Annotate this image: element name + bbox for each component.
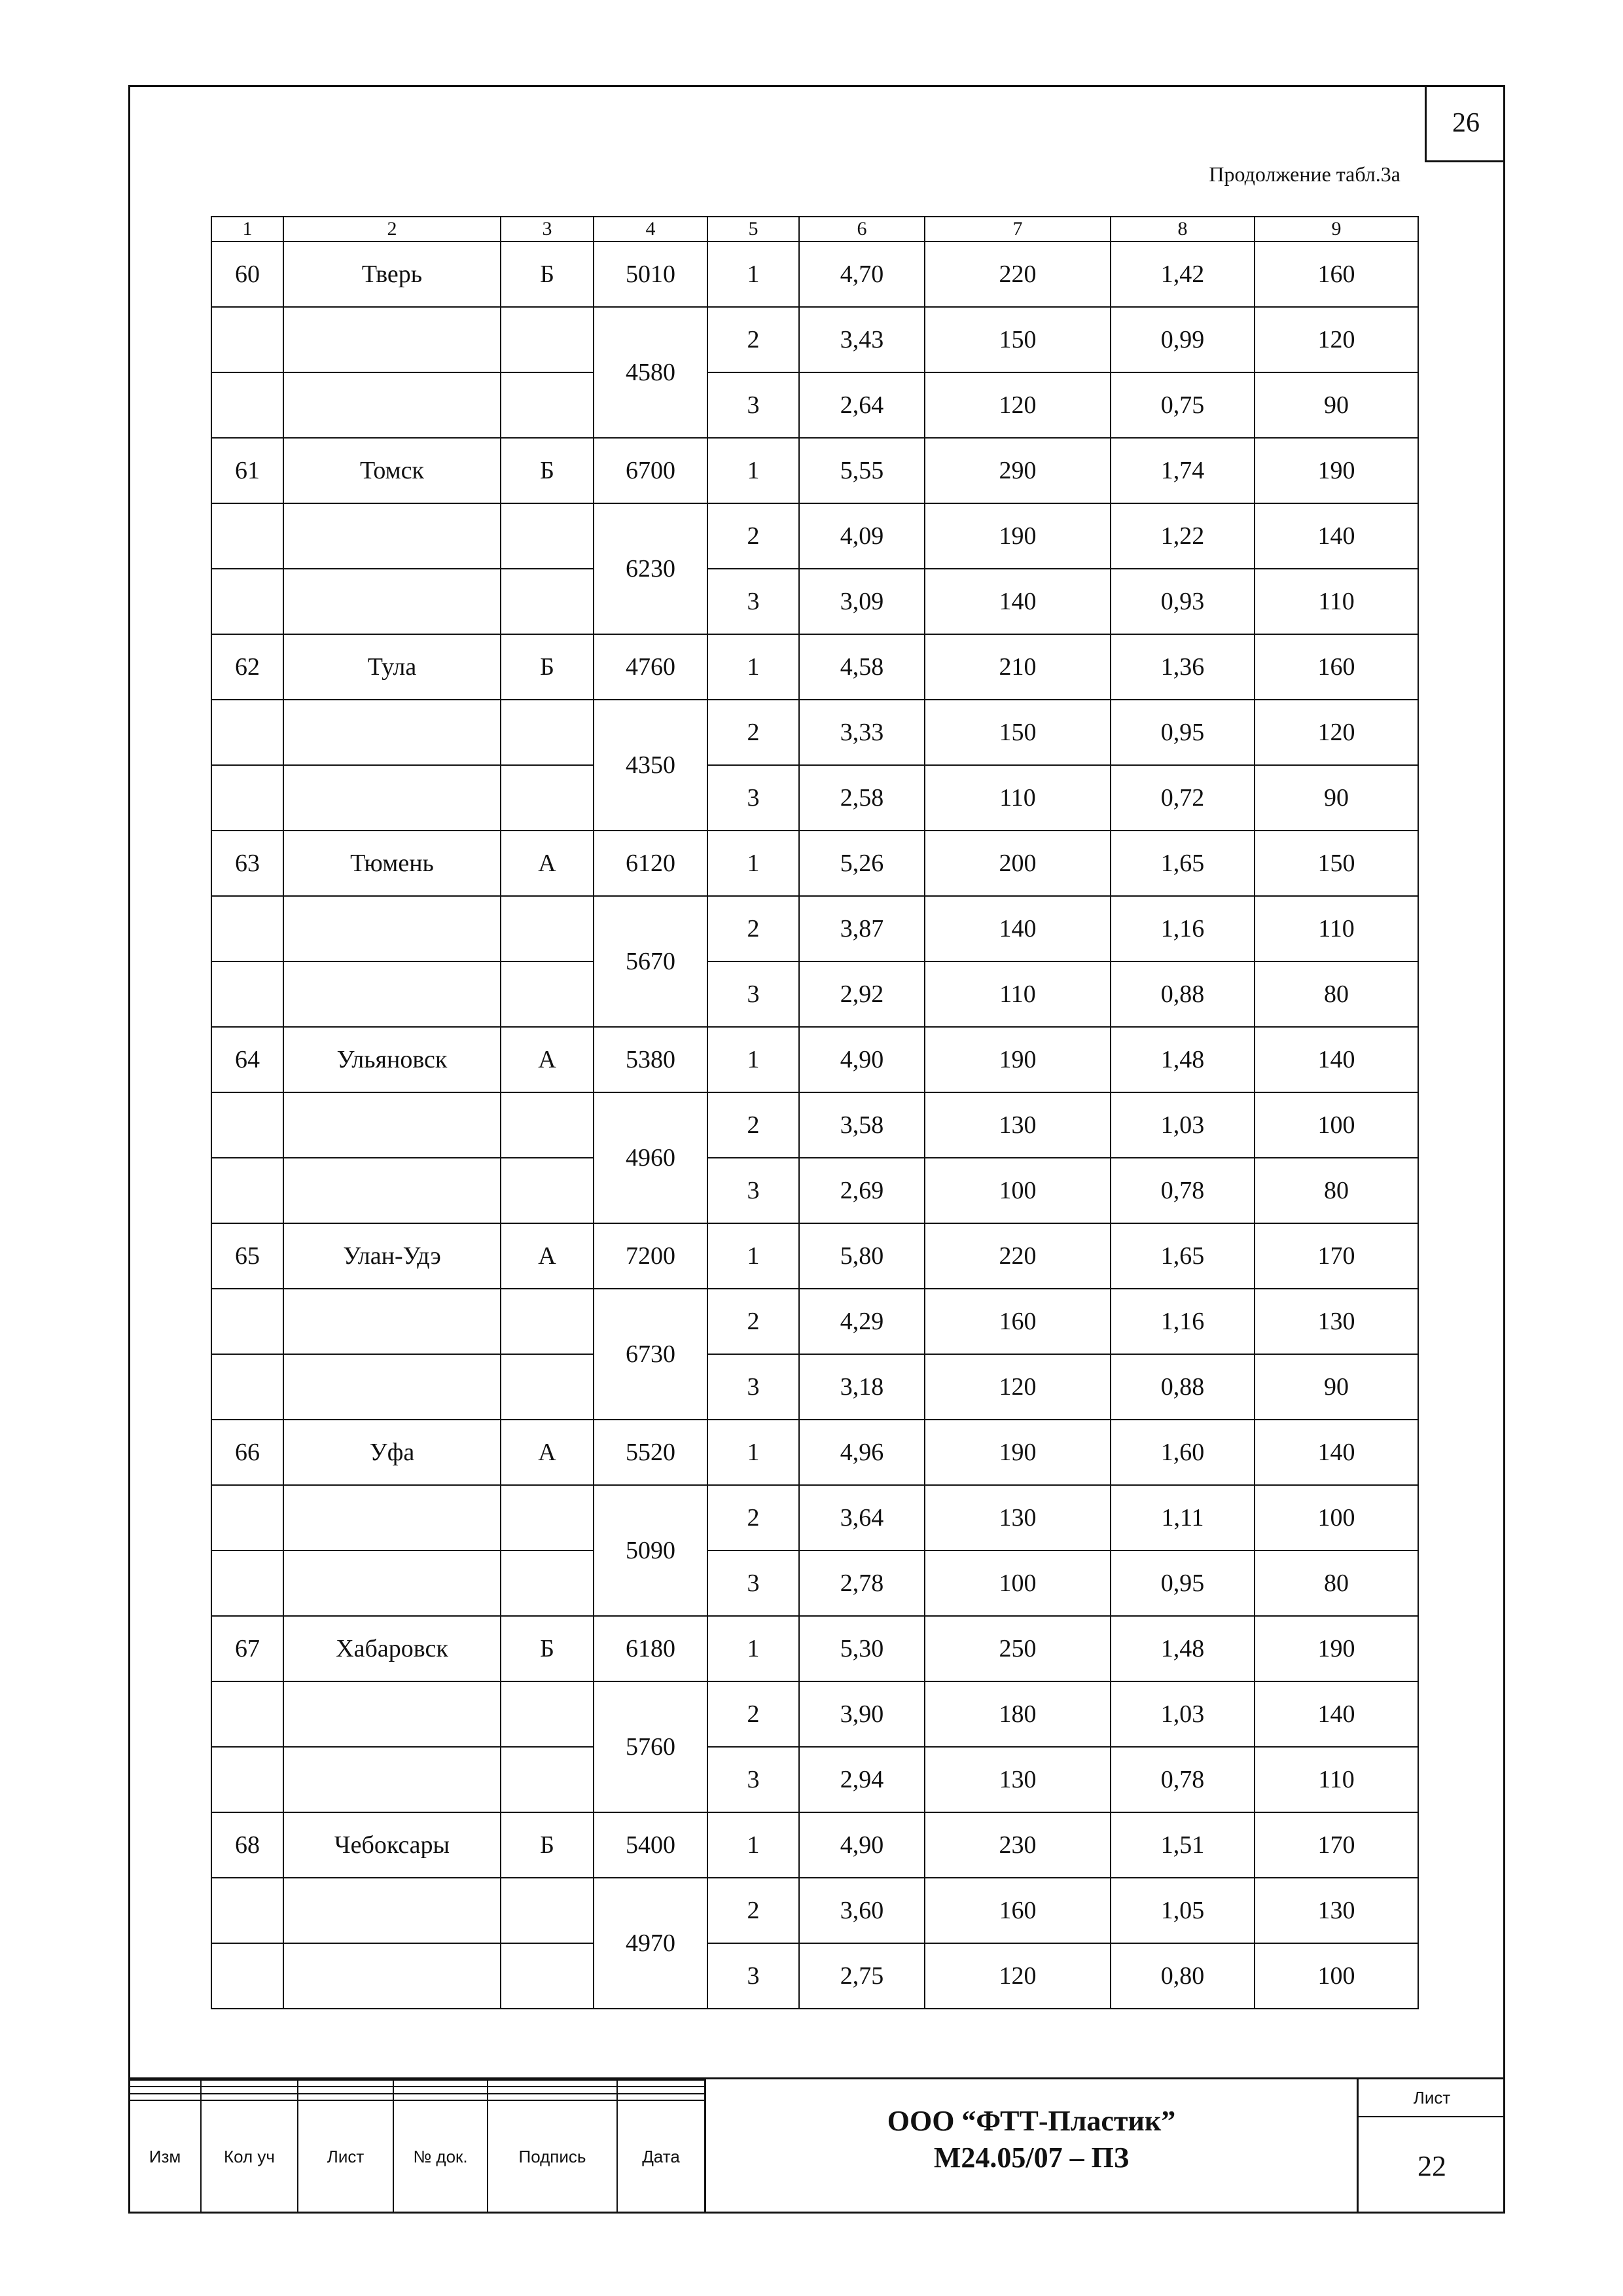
- table-row: [211, 438, 1418, 503]
- row-number-cell: [211, 765, 283, 831]
- city-cell: [283, 1092, 501, 1158]
- value-cell: 2,92: [799, 961, 925, 1027]
- table-row: [211, 1681, 1418, 1747]
- value-col4-cell: 4350: [594, 700, 707, 831]
- value-cell: 3,64: [799, 1485, 925, 1551]
- value-cell: 5,55: [799, 438, 925, 503]
- header-cell: 8: [1111, 217, 1255, 242]
- table-row: [211, 634, 1418, 700]
- value-cell: 2: [707, 1485, 799, 1551]
- value-cell: 130: [925, 1092, 1111, 1158]
- value-cell: 2,75: [799, 1943, 925, 2009]
- value-cell: 110: [1255, 569, 1418, 634]
- table-row: [211, 242, 1418, 307]
- row-number-cell: [211, 372, 283, 438]
- value-cell: 140: [1255, 503, 1418, 569]
- value-cell: 160: [925, 1289, 1111, 1354]
- group-cell: А: [501, 1027, 594, 1092]
- value-cell: 4,96: [799, 1420, 925, 1485]
- value-cell: 0,78: [1111, 1747, 1255, 1812]
- value-cell: 150: [925, 700, 1111, 765]
- value-cell: 1,74: [1111, 438, 1255, 503]
- value-cell: 1: [707, 831, 799, 896]
- value-cell: 160: [925, 1878, 1111, 1943]
- value-cell: 0,95: [1111, 700, 1255, 765]
- value-cell: 2: [707, 1878, 799, 1943]
- value-cell: 4,29: [799, 1289, 925, 1354]
- city-cell: [283, 1485, 501, 1551]
- value-cell: 220: [925, 1223, 1111, 1289]
- group-cell: Б: [501, 438, 594, 503]
- table-row: [211, 1027, 1418, 1092]
- row-number-cell: 63: [211, 831, 283, 896]
- value-cell: 130: [1255, 1289, 1418, 1354]
- value-cell: 0,88: [1111, 961, 1255, 1027]
- value-cell: 190: [925, 1027, 1111, 1092]
- value-cell: 3: [707, 1747, 799, 1812]
- table-row: [211, 961, 1418, 1027]
- city-cell: [283, 372, 501, 438]
- value-cell: 190: [925, 1420, 1111, 1485]
- title-block-label: Дата: [617, 2100, 705, 2213]
- value-cell: 3: [707, 1943, 799, 2009]
- group-cell: [501, 1158, 594, 1223]
- group-cell: [501, 1878, 594, 1943]
- value-cell: 3,90: [799, 1681, 925, 1747]
- row-number-cell: [211, 1092, 283, 1158]
- header-row: [211, 217, 1418, 242]
- value-cell: 140: [1255, 1420, 1418, 1485]
- table-row: [211, 1289, 1418, 1354]
- city-cell: Чебоксары: [283, 1812, 501, 1878]
- value-col4-cell: 5090: [594, 1485, 707, 1616]
- row-number-cell: [211, 503, 283, 569]
- value-cell: 120: [925, 372, 1111, 438]
- value-cell: 4,90: [799, 1812, 925, 1878]
- row-number-cell: 65: [211, 1223, 283, 1289]
- value-cell: 1,42: [1111, 242, 1255, 307]
- header-cell: 9: [1255, 217, 1418, 242]
- table-row: [211, 1354, 1418, 1420]
- value-cell: 2,78: [799, 1551, 925, 1616]
- city-cell: [283, 896, 501, 961]
- value-cell: 3: [707, 569, 799, 634]
- value-cell: 190: [925, 503, 1111, 569]
- group-cell: [501, 1943, 594, 2009]
- value-col4-cell: 6120: [594, 831, 707, 896]
- row-number-cell: [211, 961, 283, 1027]
- value-cell: 0,72: [1111, 765, 1255, 831]
- value-cell: 5,30: [799, 1616, 925, 1681]
- table-row: [211, 372, 1418, 438]
- value-cell: 1,16: [1111, 1289, 1255, 1354]
- row-number-cell: [211, 1747, 283, 1812]
- value-cell: 3,33: [799, 700, 925, 765]
- value-cell: 2: [707, 896, 799, 961]
- value-cell: 170: [1255, 1812, 1418, 1878]
- header-cell: 5: [707, 217, 799, 242]
- value-cell: 90: [1255, 372, 1418, 438]
- value-cell: 140: [1255, 1027, 1418, 1092]
- table-row: [211, 1616, 1418, 1681]
- value-cell: 5,80: [799, 1223, 925, 1289]
- value-cell: 120: [925, 1354, 1111, 1420]
- table-row: [211, 307, 1418, 372]
- city-cell: Ульяновск: [283, 1027, 501, 1092]
- value-cell: 0,80: [1111, 1943, 1255, 2009]
- group-cell: [501, 1092, 594, 1158]
- value-cell: 3: [707, 372, 799, 438]
- value-cell: 150: [1255, 831, 1418, 896]
- value-cell: 0,95: [1111, 1551, 1255, 1616]
- value-cell: 3,09: [799, 569, 925, 634]
- table-row: [211, 1747, 1418, 1812]
- value-cell: 4,70: [799, 242, 925, 307]
- group-cell: [501, 961, 594, 1027]
- row-number-cell: 60: [211, 242, 283, 307]
- value-cell: 3: [707, 961, 799, 1027]
- value-cell: 160: [1255, 634, 1418, 700]
- value-cell: 4,58: [799, 634, 925, 700]
- group-cell: [501, 1354, 594, 1420]
- value-cell: 3: [707, 1551, 799, 1616]
- value-cell: 3,18: [799, 1354, 925, 1420]
- row-number-cell: 67: [211, 1616, 283, 1681]
- value-cell: 0,99: [1111, 307, 1255, 372]
- value-col4-cell: 6180: [594, 1616, 707, 1681]
- city-cell: [283, 1943, 501, 2009]
- value-cell: 90: [1255, 1354, 1418, 1420]
- header-cell: 3: [501, 217, 594, 242]
- value-cell: 2: [707, 307, 799, 372]
- row-number-cell: 61: [211, 438, 283, 503]
- value-cell: 0,93: [1111, 569, 1255, 634]
- value-cell: 3: [707, 1158, 799, 1223]
- value-cell: 130: [925, 1485, 1111, 1551]
- city-cell: Тюмень: [283, 831, 501, 896]
- value-cell: 100: [925, 1551, 1111, 1616]
- value-cell: 110: [1255, 1747, 1418, 1812]
- value-cell: 230: [925, 1812, 1111, 1878]
- row-number-cell: [211, 307, 283, 372]
- value-cell: 1,51: [1111, 1812, 1255, 1878]
- value-col4-cell: 4970: [594, 1878, 707, 2009]
- value-cell: 1: [707, 242, 799, 307]
- value-cell: 100: [925, 1158, 1111, 1223]
- value-cell: 3,87: [799, 896, 925, 961]
- row-number-cell: 64: [211, 1027, 283, 1092]
- city-cell: [283, 569, 501, 634]
- value-cell: 170: [1255, 1223, 1418, 1289]
- group-cell: [501, 1289, 594, 1354]
- city-cell: [283, 1681, 501, 1747]
- city-cell: [283, 1158, 501, 1223]
- city-cell: [283, 1354, 501, 1420]
- title-block-label: Кол уч: [201, 2100, 298, 2213]
- value-cell: 3: [707, 765, 799, 831]
- value-cell: 90: [1255, 765, 1418, 831]
- value-cell: 2: [707, 1289, 799, 1354]
- table-row: [211, 503, 1418, 569]
- value-cell: 3,58: [799, 1092, 925, 1158]
- value-cell: 1: [707, 1223, 799, 1289]
- table-row: [211, 1223, 1418, 1289]
- value-cell: 1,05: [1111, 1878, 1255, 1943]
- row-number-cell: 66: [211, 1420, 283, 1485]
- value-cell: 1,48: [1111, 1027, 1255, 1092]
- value-cell: 110: [925, 961, 1111, 1027]
- group-cell: [501, 569, 594, 634]
- table-row: [211, 1092, 1418, 1158]
- sheet-number-cell: [1359, 2079, 1505, 2214]
- city-cell: [283, 700, 501, 765]
- value-cell: 2,69: [799, 1158, 925, 1223]
- table-row: [211, 700, 1418, 765]
- value-cell: 1,03: [1111, 1092, 1255, 1158]
- group-cell: Б: [501, 634, 594, 700]
- group-cell: Б: [501, 1812, 594, 1878]
- sheet-label: Лист: [1359, 2079, 1505, 2117]
- value-cell: 140: [925, 569, 1111, 634]
- value-cell: 2: [707, 1092, 799, 1158]
- row-number-cell: [211, 569, 283, 634]
- table-row: [211, 1420, 1418, 1485]
- data-table: [211, 216, 1419, 2009]
- value-cell: 1,60: [1111, 1420, 1255, 1485]
- city-cell: [283, 1878, 501, 1943]
- value-col4-cell: 5670: [594, 896, 707, 1027]
- value-cell: 120: [1255, 700, 1418, 765]
- value-cell: 2: [707, 503, 799, 569]
- table-row: [211, 1551, 1418, 1616]
- value-cell: 0,78: [1111, 1158, 1255, 1223]
- value-cell: 1,11: [1111, 1485, 1255, 1551]
- group-cell: [501, 307, 594, 372]
- value-cell: 120: [1255, 307, 1418, 372]
- city-cell: [283, 1289, 501, 1354]
- row-number-cell: 68: [211, 1812, 283, 1878]
- value-cell: 100: [1255, 1485, 1418, 1551]
- header-cell: 2: [283, 217, 501, 242]
- value-cell: 1: [707, 1616, 799, 1681]
- city-cell: Уфа: [283, 1420, 501, 1485]
- group-cell: А: [501, 1420, 594, 1485]
- city-cell: Томск: [283, 438, 501, 503]
- table-row: [211, 1485, 1418, 1551]
- value-cell: 160: [1255, 242, 1418, 307]
- value-col4-cell: 6700: [594, 438, 707, 503]
- value-cell: 0,88: [1111, 1354, 1255, 1420]
- value-col4-cell: 5400: [594, 1812, 707, 1878]
- value-cell: 250: [925, 1616, 1111, 1681]
- value-cell: 0,75: [1111, 372, 1255, 438]
- table-row: [211, 831, 1418, 896]
- table-row: [211, 896, 1418, 961]
- value-cell: 2: [707, 1681, 799, 1747]
- value-cell: 110: [925, 765, 1111, 831]
- value-cell: 80: [1255, 1551, 1418, 1616]
- row-number-cell: [211, 896, 283, 961]
- title-block-label: № док.: [393, 2100, 488, 2213]
- city-cell: [283, 1747, 501, 1812]
- city-cell: [283, 961, 501, 1027]
- value-col4-cell: 4760: [594, 634, 707, 700]
- value-cell: 110: [1255, 896, 1418, 961]
- group-cell: [501, 765, 594, 831]
- top-sheet-number: 26: [1425, 85, 1505, 162]
- city-cell: Улан-Удэ: [283, 1223, 501, 1289]
- org-name: ООО “ФТТ-Пластик”: [887, 2105, 1176, 2137]
- value-col4-cell: 6230: [594, 503, 707, 634]
- value-cell: 3,60: [799, 1878, 925, 1943]
- value-cell: 1: [707, 1027, 799, 1092]
- value-cell: 210: [925, 634, 1111, 700]
- value-cell: 2: [707, 700, 799, 765]
- value-cell: 1: [707, 1420, 799, 1485]
- city-cell: Хабаровск: [283, 1616, 501, 1681]
- table-row: [211, 569, 1418, 634]
- value-cell: 1,48: [1111, 1616, 1255, 1681]
- city-cell: [283, 503, 501, 569]
- city-cell: Тверь: [283, 242, 501, 307]
- value-cell: 80: [1255, 1158, 1418, 1223]
- title-block-label: Изм: [129, 2100, 201, 2213]
- table-row: [211, 1158, 1418, 1223]
- value-cell: 1,65: [1111, 831, 1255, 896]
- value-cell: 1: [707, 634, 799, 700]
- row-number-cell: [211, 700, 283, 765]
- value-cell: 2,94: [799, 1747, 925, 1812]
- row-number-cell: [211, 1158, 283, 1223]
- group-cell: А: [501, 1223, 594, 1289]
- table-row: [211, 1812, 1418, 1878]
- table-row: [211, 1878, 1418, 1943]
- row-number-cell: [211, 1485, 283, 1551]
- value-cell: 4,90: [799, 1027, 925, 1092]
- title-block-label: Лист: [298, 2100, 393, 2213]
- city-cell: Тула: [283, 634, 501, 700]
- row-number-cell: [211, 1354, 283, 1420]
- city-cell: [283, 765, 501, 831]
- row-number-cell: [211, 1943, 283, 2009]
- value-col4-cell: 5380: [594, 1027, 707, 1092]
- value-cell: 140: [1255, 1681, 1418, 1747]
- table-row: [211, 765, 1418, 831]
- city-cell: [283, 307, 501, 372]
- value-cell: 1,36: [1111, 634, 1255, 700]
- group-cell: А: [501, 831, 594, 896]
- value-col4-cell: 7200: [594, 1223, 707, 1289]
- value-col4-cell: 4960: [594, 1092, 707, 1223]
- value-cell: 130: [925, 1747, 1111, 1812]
- group-cell: [501, 1551, 594, 1616]
- value-cell: 200: [925, 831, 1111, 896]
- header-cell: 4: [594, 217, 707, 242]
- value-cell: 3,43: [799, 307, 925, 372]
- group-cell: Б: [501, 242, 594, 307]
- value-cell: 180: [925, 1681, 1111, 1747]
- value-cell: 80: [1255, 961, 1418, 1027]
- table-caption: Продолжение табл.3а: [1209, 162, 1400, 186]
- group-cell: [501, 700, 594, 765]
- value-cell: 1,65: [1111, 1223, 1255, 1289]
- value-cell: 4,09: [799, 503, 925, 569]
- title-block-label: Подпись: [488, 2100, 617, 2213]
- value-cell: 3: [707, 1354, 799, 1420]
- organization-block: [704, 2079, 1359, 2214]
- value-cell: 1: [707, 1812, 799, 1878]
- value-col4-cell: 6730: [594, 1289, 707, 1420]
- value-cell: 290: [925, 438, 1111, 503]
- group-cell: [501, 372, 594, 438]
- doc-code: М24.05/07 – ПЗ: [933, 2142, 1130, 2174]
- row-number-cell: 62: [211, 634, 283, 700]
- value-cell: 100: [1255, 1092, 1418, 1158]
- value-cell: 140: [925, 896, 1111, 961]
- header-cell: 6: [799, 217, 925, 242]
- value-cell: 1,03: [1111, 1681, 1255, 1747]
- value-col4-cell: 5520: [594, 1420, 707, 1485]
- value-cell: 130: [1255, 1878, 1418, 1943]
- value-cell: 5,26: [799, 831, 925, 896]
- value-col4-cell: 5010: [594, 242, 707, 307]
- group-cell: [501, 1747, 594, 1812]
- group-cell: [501, 503, 594, 569]
- title-block: [128, 2077, 1505, 2214]
- row-number-cell: [211, 1551, 283, 1616]
- group-cell: [501, 1485, 594, 1551]
- group-cell: [501, 1681, 594, 1747]
- value-cell: 190: [1255, 1616, 1418, 1681]
- row-number-cell: [211, 1681, 283, 1747]
- group-cell: [501, 896, 594, 961]
- value-col4-cell: 5760: [594, 1681, 707, 1812]
- value-cell: 150: [925, 307, 1111, 372]
- header-cell: 1: [211, 217, 283, 242]
- value-cell: 1,22: [1111, 503, 1255, 569]
- value-cell: 1,16: [1111, 896, 1255, 961]
- city-cell: [283, 1551, 501, 1616]
- table-row: [211, 1943, 1418, 2009]
- sheet-number: 22: [1418, 2149, 1446, 2182]
- value-cell: 1: [707, 438, 799, 503]
- value-cell: 220: [925, 242, 1111, 307]
- value-cell: 120: [925, 1943, 1111, 2009]
- value-cell: 2,64: [799, 372, 925, 438]
- value-cell: 190: [1255, 438, 1418, 503]
- value-col4-cell: 4580: [594, 307, 707, 438]
- row-number-cell: [211, 1878, 283, 1943]
- group-cell: Б: [501, 1616, 594, 1681]
- header-cell: 7: [925, 217, 1111, 242]
- value-cell: 100: [1255, 1943, 1418, 2009]
- row-number-cell: [211, 1289, 283, 1354]
- value-cell: 2,58: [799, 765, 925, 831]
